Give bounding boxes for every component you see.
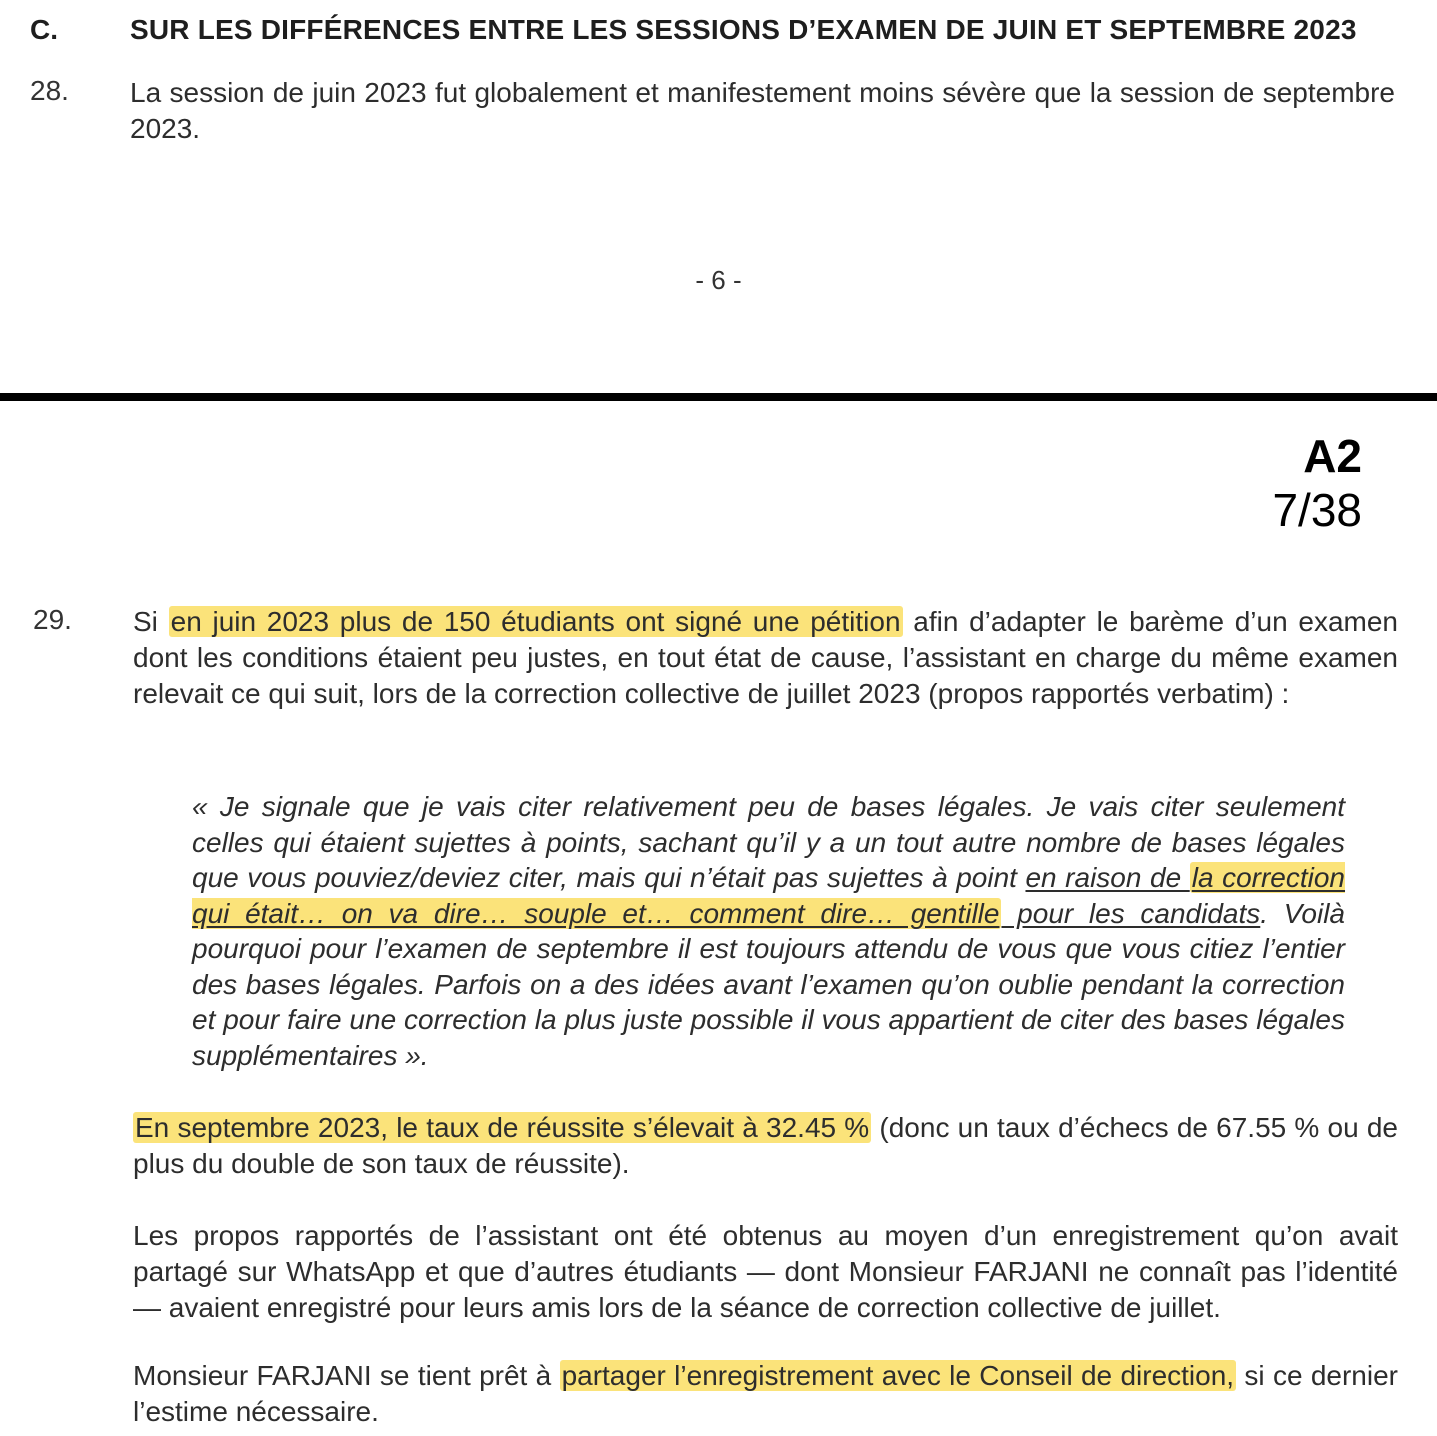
highlight-petition: en juin 2023 plus de 150 étudiants ont signé une pétition [170,606,901,637]
paragraph-number-29: 29. [33,604,72,635]
september-rate-paragraph [133,1110,1398,1182]
quote-underline-a: en raison de [1025,862,1190,893]
share-text-post: si ce dernier l’estime nécessaire. [133,1360,1399,1427]
quote-part-1: « Je signale que je vais citer relativement peu de bases légales. Je vais citer seulement celles qui étaient sujettes à points, sachant qu’il y a un tout autre nombre de bases légales que vous pouviez/deviez citer, mais qui n’était pas sujettes à point [192,791,1345,893]
share-paragraph [133,1358,1398,1430]
verbatim-quote [192,789,1345,1073]
section-title: SUR LES DIFFÉRENCES ENTRE LES SESSIONS D’EXAMEN DE JUIN ET SEPTEMBRE 2023 [130,14,1357,45]
september-rate-post: (donc un taux d’échecs de 67.55 % ou de plus du double de son taux de réussite). [133,1112,1399,1179]
quote-underline-highlight: la correction qui était… on va dire… souple et… comment dire… gentille [192,862,1346,929]
page-number: - 6 - [695,265,742,295]
quote-underline-b: pour les candidats [1001,897,1261,929]
intro-text-post: afin d’adapter le barème d’un examen dont les conditions étaient peu justes, en tout état de cause, l’assistant en charge du même examen relevait ce qui suit, lors de la correction collective de juillet 2023 (propos rapportés verbatim) : [133,606,1399,709]
highlight-success-rate: En septembre 2023, le taux de réussite s’élevait à 32.45 % [135,1112,870,1143]
annex-label: A2 [1303,430,1362,482]
intro-text-pre: Si [133,606,169,637]
paragraph-29-intro [133,604,1398,712]
annex-page-counter: 7/38 [1272,484,1362,536]
recording-paragraph: Les propos rapportés de l’assistant ont été obtenus au moyen d’un enregistrement qu’on avait partagé sur WhatsApp et que d’autres étudiants — dont Monsieur FARJANI ne connaît pas l’identité — avaient enregistré pour leurs amis lors de la séance de correction collective de juillet. [133,1220,1398,1323]
share-text-pre: Monsieur FARJANI se tient prêt à [133,1360,560,1391]
section-letter: C. [30,14,58,45]
paragraph-number-28: 28. [30,75,69,106]
page-divider [0,393,1437,401]
highlight-share: partager l’enregistrement avec le Conseil de direction, [561,1360,1235,1391]
paragraph-28-text: La session de juin 2023 fut globalement et manifestement moins sévère que la session de septembre 2023. [130,77,1395,144]
quote-part-2: . Voilà pourquoi pour l’examen de septembre il est toujours attendu de vous que vous citiez l’entier des bases légales. Parfois on a des idées avant l’examen qu’on oublie pendant la correction et pour faire une correction la plus juste possible il vous appartient de citer des bases légales supplémentaires ». [192,897,1345,1071]
